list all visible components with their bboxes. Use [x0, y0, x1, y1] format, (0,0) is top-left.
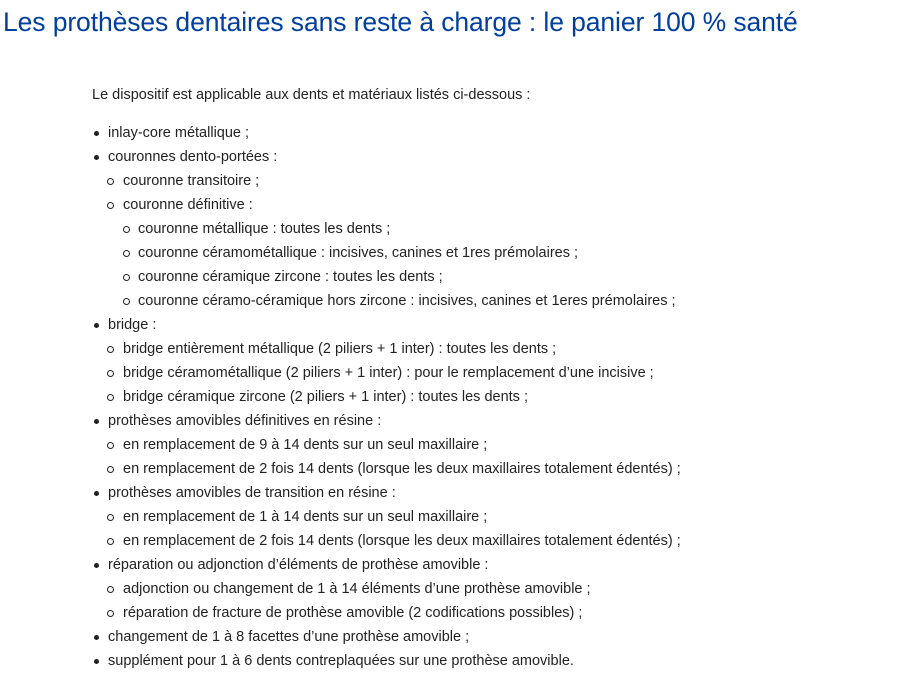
bullet-circle-icon [107, 466, 114, 473]
list-item-text: couronne céramique zircone : toutes les dents ; [138, 269, 443, 285]
list-item [92, 505, 681, 529]
bullet-circle-icon [107, 586, 114, 593]
bullet-disc-icon [94, 659, 99, 664]
list-item [92, 385, 681, 409]
list-item [92, 169, 681, 193]
list-item-text: réparation ou adjonction d’éléments de prothèse amovible : [108, 557, 489, 573]
list-item-text: bridge : [108, 317, 157, 333]
bullet-circle-icon [107, 394, 114, 401]
list-item [92, 625, 681, 649]
bullet-circle-icon [123, 226, 130, 233]
bullet-disc-icon [94, 131, 99, 136]
list-item [92, 409, 681, 433]
page-title: Les prothèses dentaires sans reste à charge : le panier 100 % santé [3, 7, 798, 37]
list-item [92, 145, 681, 169]
list-item-text: couronne transitoire ; [123, 173, 260, 189]
list-item-text: en remplacement de 9 à 14 dents sur un seul maxillaire ; [123, 437, 488, 453]
list-item [92, 241, 681, 265]
bullet-disc-icon [94, 563, 99, 568]
list-item [92, 601, 681, 625]
list-item-text: bridge entièrement métallique (2 piliers + 1 inter) : toutes les dents ; [123, 341, 557, 357]
list-item-text: en remplacement de 1 à 14 dents sur un seul maxillaire ; [123, 509, 488, 525]
bullet-disc-icon [94, 419, 99, 424]
list-item [92, 529, 681, 553]
list-item-text: en remplacement de 2 fois 14 dents (lorsque les deux maxillaires totalement édentés) ; [123, 461, 681, 477]
list-item [92, 457, 681, 481]
list-item [92, 313, 681, 337]
list-item [92, 217, 681, 241]
list-item-text: couronnes dento-portées : [108, 149, 278, 165]
bullet-circle-icon [107, 202, 114, 209]
list-item [92, 289, 681, 313]
list-item-text: inlay-core métallique ; [108, 125, 250, 141]
list-item-text: prothèses amovibles de transition en résine : [108, 485, 396, 501]
bullet-circle-icon [107, 346, 114, 353]
list-item-text: couronne définitive : [123, 197, 253, 213]
list-item-text: bridge céramique zircone (2 piliers + 1 inter) : toutes les dents ; [123, 389, 528, 405]
bullet-disc-icon [94, 635, 99, 640]
bullet-disc-icon [94, 155, 99, 160]
bullet-circle-icon [107, 610, 114, 617]
list-item-text: changement de 1 à 8 facettes d’une prothèse amovible ; [108, 629, 470, 645]
bullet-circle-icon [107, 178, 114, 185]
list-item-text: adjonction ou changement de 1 à 14 éléments d’une prothèse amovible ; [123, 581, 591, 597]
list-item [92, 193, 681, 217]
list-item-text: prothèses amovibles définitives en résine : [108, 413, 382, 429]
eligible-items-list [92, 121, 681, 673]
bullet-disc-icon [94, 323, 99, 328]
list-item [92, 649, 681, 673]
list-item-text: bridge céramométallique (2 piliers + 1 inter) : pour le remplacement d’une incisive ; [123, 365, 654, 381]
bullet-circle-icon [107, 514, 114, 521]
list-item-text: réparation de fracture de prothèse amovible (2 codifications possibles) ; [123, 605, 583, 621]
list-item [92, 337, 681, 361]
intro-text: Le dispositif est applicable aux dents et matériaux listés ci-dessous : [92, 87, 531, 103]
list-item [92, 121, 681, 145]
list-item [92, 481, 681, 505]
bullet-circle-icon [123, 274, 130, 281]
list-item-text: supplément pour 1 à 6 dents contreplaquées sur une prothèse amovible. [108, 653, 574, 669]
bullet-circle-icon [123, 298, 130, 305]
list-item [92, 361, 681, 385]
list-item-text: couronne métallique : toutes les dents ; [138, 221, 391, 237]
bullet-circle-icon [107, 538, 114, 545]
bullet-circle-icon [123, 250, 130, 257]
bullet-circle-icon [107, 442, 114, 449]
list-item [92, 265, 681, 289]
list-item [92, 433, 681, 457]
list-item [92, 577, 681, 601]
list-item [92, 553, 681, 577]
bullet-list [92, 121, 681, 673]
bullet-circle-icon [107, 370, 114, 377]
list-item-text: couronne céramométallique : incisives, canines et 1res prémolaires ; [138, 245, 579, 261]
list-item-text: couronne céramo-céramique hors zircone : incisives, canines et 1eres prémolaires ; [138, 293, 676, 309]
list-item-text: en remplacement de 2 fois 14 dents (lorsque les deux maxillaires totalement édentés) ; [123, 533, 681, 549]
bullet-disc-icon [94, 491, 99, 496]
